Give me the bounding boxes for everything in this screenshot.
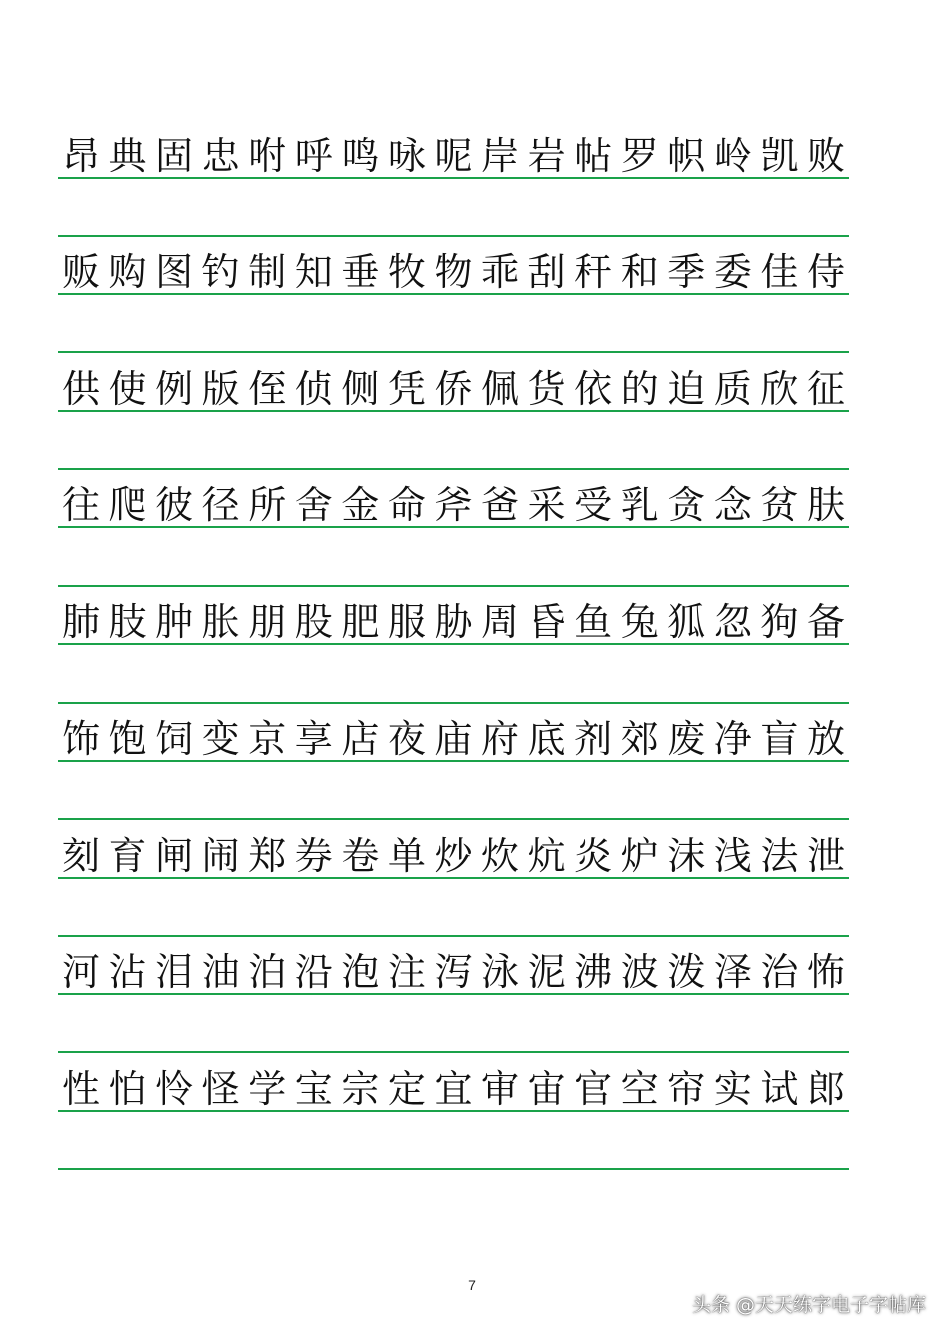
practice-character: 舍 — [294, 483, 333, 527]
practice-character: 狗 — [760, 600, 799, 644]
practice-character: 实 — [713, 1067, 752, 1111]
practice-character: 官 — [574, 1067, 613, 1111]
practice-character: 炕 — [527, 834, 566, 878]
practice-character: 饰 — [61, 717, 100, 761]
practice-character: 往 — [61, 483, 100, 527]
practice-character: 爬 — [108, 483, 147, 527]
practice-character: 定 — [387, 1067, 426, 1111]
practice-character: 佩 — [481, 367, 520, 411]
practice-character: 周 — [481, 600, 520, 644]
practice-character: 质 — [713, 367, 752, 411]
practice-character: 饲 — [155, 717, 194, 761]
practice-character: 学 — [248, 1067, 287, 1111]
practice-character: 放 — [806, 717, 845, 761]
practice-character: 昏 — [527, 600, 566, 644]
character-row — [58, 706, 849, 762]
practice-character: 呢 — [434, 134, 473, 178]
practice-character: 肿 — [155, 600, 194, 644]
practice-character: 店 — [341, 717, 380, 761]
practice-character: 波 — [620, 950, 659, 994]
practice-character: 胁 — [434, 600, 473, 644]
practice-character: 沸 — [574, 950, 613, 994]
page-number: 7 — [468, 1277, 476, 1293]
rule-line — [58, 235, 849, 237]
practice-character: 呼 — [294, 134, 333, 178]
practice-character: 泥 — [527, 950, 566, 994]
practice-character: 泡 — [341, 950, 380, 994]
practice-character: 侧 — [341, 367, 380, 411]
practice-character: 征 — [806, 367, 845, 411]
practice-character: 货 — [527, 367, 566, 411]
practice-character: 浅 — [713, 834, 752, 878]
practice-character: 径 — [201, 483, 240, 527]
character-row — [58, 472, 849, 528]
practice-character: 季 — [667, 250, 706, 294]
character-row — [58, 356, 849, 412]
practice-character: 帖 — [574, 134, 613, 178]
practice-character: 和 — [620, 250, 659, 294]
practice-character: 版 — [201, 367, 240, 411]
practice-character: 法 — [760, 834, 799, 878]
practice-character: 泳 — [481, 950, 520, 994]
practice-character: 注 — [387, 950, 426, 994]
practice-character: 凭 — [387, 367, 426, 411]
practice-character: 剂 — [574, 717, 613, 761]
practice-character: 服 — [387, 600, 426, 644]
practice-character: 肺 — [61, 600, 100, 644]
practice-character: 供 — [61, 367, 100, 411]
practice-character: 图 — [155, 250, 194, 294]
practice-character: 乖 — [481, 250, 520, 294]
practice-character: 罗 — [620, 134, 659, 178]
practice-character: 侨 — [434, 367, 473, 411]
practice-character: 炒 — [434, 834, 473, 878]
practice-character: 卷 — [341, 834, 380, 878]
practice-character: 泪 — [155, 950, 194, 994]
practice-character: 牧 — [387, 250, 426, 294]
practice-character: 底 — [527, 717, 566, 761]
practice-character: 肥 — [341, 600, 380, 644]
practice-character: 迫 — [667, 367, 706, 411]
practice-character: 郊 — [620, 717, 659, 761]
character-row — [58, 1056, 849, 1112]
practice-character: 股 — [294, 600, 333, 644]
practice-character: 券 — [294, 834, 333, 878]
practice-character: 例 — [155, 367, 194, 411]
practice-character: 肢 — [108, 600, 147, 644]
practice-character: 侦 — [294, 367, 333, 411]
practice-character: 肤 — [806, 483, 845, 527]
practice-character: 闸 — [155, 834, 194, 878]
rule-line — [58, 351, 849, 353]
rule-line — [58, 1168, 849, 1170]
practice-character: 购 — [108, 250, 147, 294]
practice-character: 治 — [760, 950, 799, 994]
practice-character: 佳 — [760, 250, 799, 294]
practice-character: 受 — [574, 483, 613, 527]
practice-character: 忠 — [201, 134, 240, 178]
watermark: 头条 @天天练字电子字帖库 — [691, 1294, 926, 1316]
practice-character: 帜 — [667, 134, 706, 178]
practice-character: 知 — [294, 250, 333, 294]
practice-character: 命 — [387, 483, 426, 527]
practice-character: 泽 — [713, 950, 752, 994]
practice-character: 空 — [620, 1067, 659, 1111]
practice-character: 兔 — [620, 600, 659, 644]
practice-character: 爸 — [481, 483, 520, 527]
practice-character: 怕 — [108, 1067, 147, 1111]
practice-character: 庙 — [434, 717, 473, 761]
practice-character: 乳 — [620, 483, 659, 527]
practice-character: 府 — [481, 717, 520, 761]
practice-character: 刻 — [61, 834, 100, 878]
practice-character: 贪 — [667, 483, 706, 527]
character-row — [58, 589, 849, 645]
practice-character: 鱼 — [574, 600, 613, 644]
practice-character: 怜 — [155, 1067, 194, 1111]
practice-character: 泊 — [248, 950, 287, 994]
rule-line — [58, 585, 849, 587]
practice-character: 秆 — [574, 250, 613, 294]
practice-character: 胀 — [201, 600, 240, 644]
practice-character: 岩 — [527, 134, 566, 178]
practice-character: 贩 — [61, 250, 100, 294]
practice-character: 狐 — [667, 600, 706, 644]
practice-character: 享 — [294, 717, 333, 761]
practice-character: 金 — [341, 483, 380, 527]
practice-character: 委 — [713, 250, 752, 294]
rule-line — [58, 935, 849, 937]
practice-character: 怪 — [201, 1067, 240, 1111]
practice-character: 单 — [387, 834, 426, 878]
practice-character: 炊 — [481, 834, 520, 878]
practice-character: 泄 — [806, 834, 845, 878]
practice-character: 采 — [527, 483, 566, 527]
practice-character: 炉 — [620, 834, 659, 878]
practice-character: 依 — [574, 367, 613, 411]
practice-character: 岭 — [713, 134, 752, 178]
practice-character: 咐 — [248, 134, 287, 178]
character-row — [58, 239, 849, 295]
rule-line — [58, 818, 849, 820]
practice-character: 郎 — [806, 1067, 845, 1111]
practice-character: 念 — [713, 483, 752, 527]
practice-character: 河 — [61, 950, 100, 994]
practice-character: 宜 — [434, 1067, 473, 1111]
rule-line — [58, 702, 849, 704]
rule-line — [58, 468, 849, 470]
practice-character: 欣 — [760, 367, 799, 411]
practice-character: 侄 — [248, 367, 287, 411]
practice-character: 泼 — [667, 950, 706, 994]
practice-character: 昂 — [61, 134, 100, 178]
practice-character: 性 — [61, 1067, 100, 1111]
rule-line — [58, 1051, 849, 1053]
practice-character: 物 — [434, 250, 473, 294]
practice-character: 朋 — [248, 600, 287, 644]
practice-character: 忽 — [713, 600, 752, 644]
practice-character: 夜 — [387, 717, 426, 761]
practice-character: 制 — [248, 250, 287, 294]
practice-character: 侍 — [806, 250, 845, 294]
practice-character: 京 — [248, 717, 287, 761]
practice-character: 刮 — [527, 250, 566, 294]
practice-character: 饱 — [108, 717, 147, 761]
practice-character: 宗 — [341, 1067, 380, 1111]
character-row — [58, 823, 849, 879]
practice-character: 废 — [667, 717, 706, 761]
character-row — [58, 123, 849, 179]
practice-character: 泻 — [434, 950, 473, 994]
practice-character: 的 — [620, 367, 659, 411]
practice-character: 审 — [481, 1067, 520, 1111]
practice-character: 油 — [201, 950, 240, 994]
practice-character: 斧 — [434, 483, 473, 527]
practice-character: 使 — [108, 367, 147, 411]
practice-character: 备 — [806, 600, 845, 644]
practice-character: 宝 — [294, 1067, 333, 1111]
practice-character: 沾 — [108, 950, 147, 994]
practice-character: 所 — [248, 483, 287, 527]
practice-character: 闹 — [201, 834, 240, 878]
practice-character: 育 — [108, 834, 147, 878]
practice-character: 贫 — [760, 483, 799, 527]
practice-character: 沫 — [667, 834, 706, 878]
practice-character: 宙 — [527, 1067, 566, 1111]
practice-character: 变 — [201, 717, 240, 761]
practice-character: 怖 — [806, 950, 845, 994]
practice-character: 败 — [806, 134, 845, 178]
practice-character: 典 — [108, 134, 147, 178]
practice-character: 垂 — [341, 250, 380, 294]
practice-character: 郑 — [248, 834, 287, 878]
practice-character: 炎 — [574, 834, 613, 878]
practice-character: 试 — [760, 1067, 799, 1111]
practice-character: 帘 — [667, 1067, 706, 1111]
practice-character: 钓 — [201, 250, 240, 294]
practice-character: 盲 — [760, 717, 799, 761]
practice-character: 凯 — [760, 134, 799, 178]
practice-character: 固 — [155, 134, 194, 178]
practice-character: 彼 — [155, 483, 194, 527]
character-row — [58, 939, 849, 995]
practice-character: 净 — [713, 717, 752, 761]
practice-character: 岸 — [481, 134, 520, 178]
practice-character: 沿 — [294, 950, 333, 994]
practice-character: 鸣 — [341, 134, 380, 178]
practice-character: 咏 — [387, 134, 426, 178]
